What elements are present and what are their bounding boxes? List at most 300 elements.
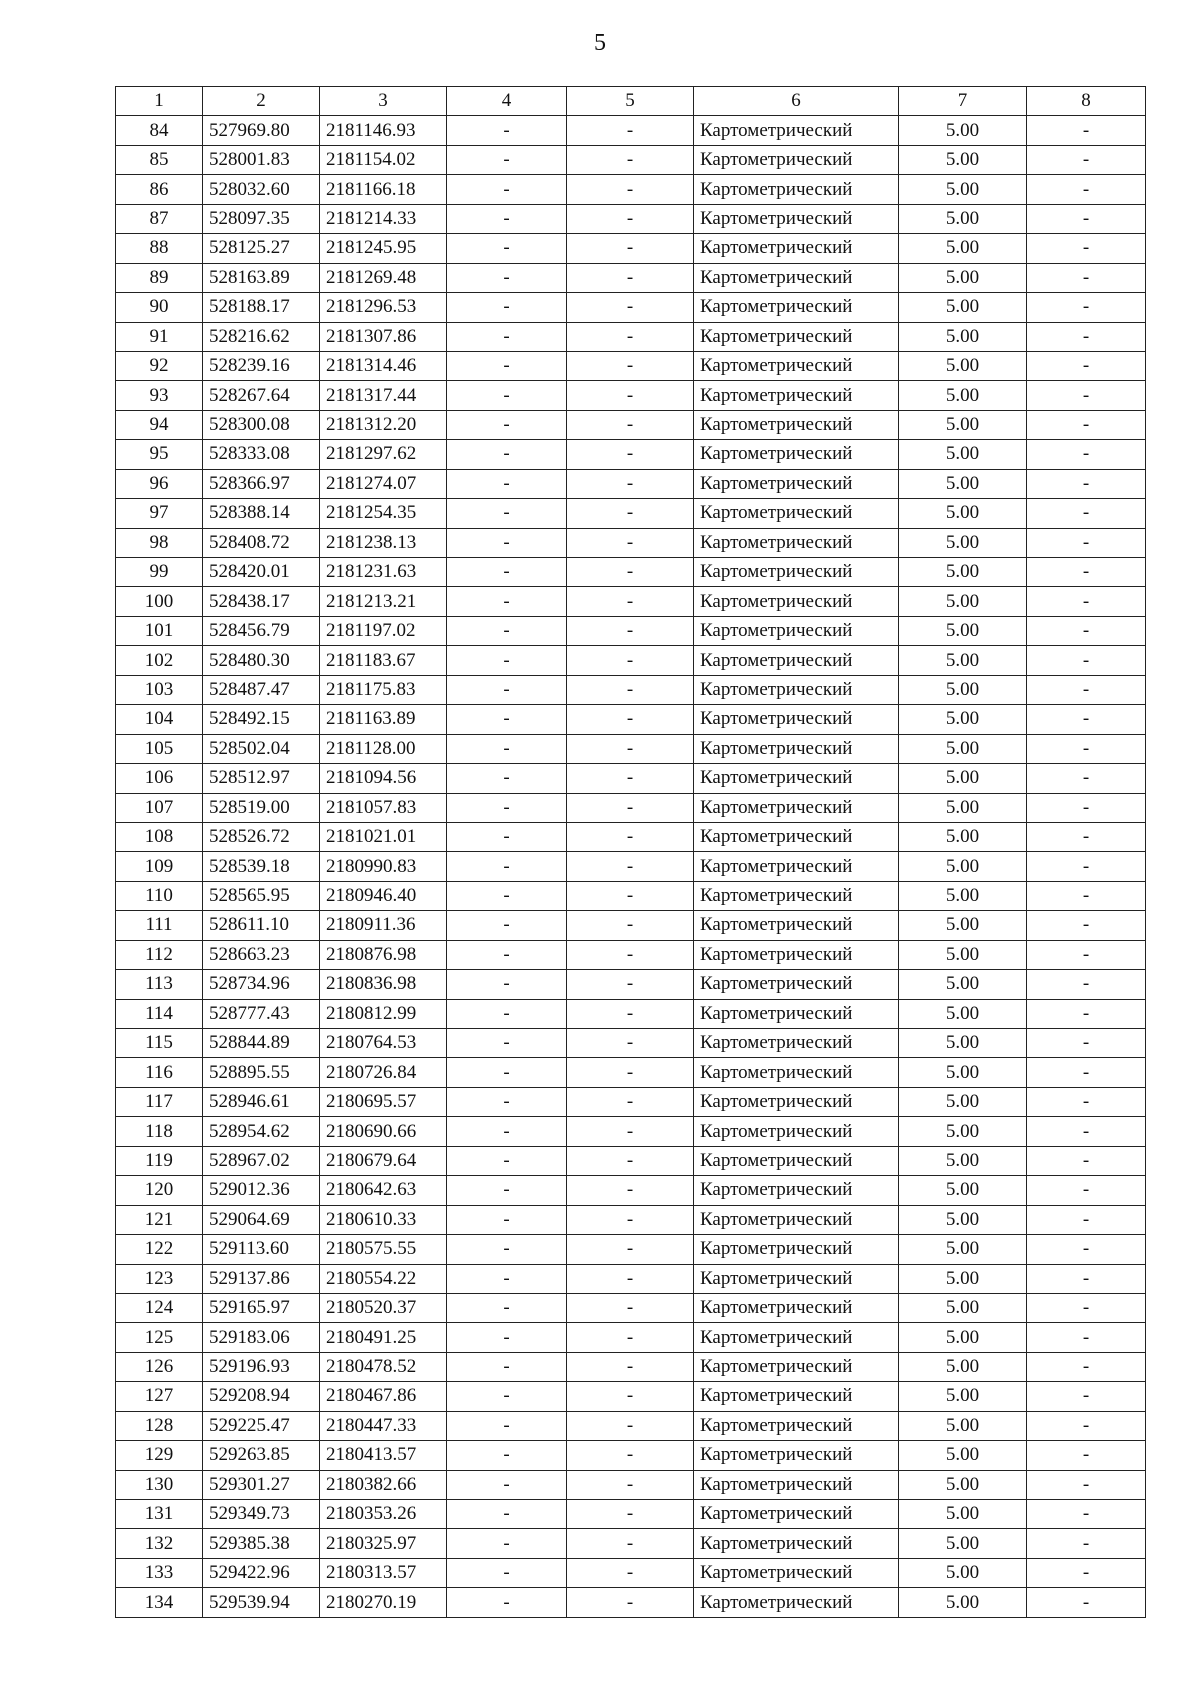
col4-cell: - xyxy=(447,263,567,292)
point-number-cell: 109 xyxy=(116,852,203,881)
method-cell: Картометрический xyxy=(694,528,899,557)
point-number-cell: 91 xyxy=(116,322,203,351)
accuracy-cell: 5.00 xyxy=(899,1205,1027,1234)
col8-cell: - xyxy=(1027,558,1146,587)
x-coordinate-cell: 528188.17 xyxy=(203,293,320,322)
table-row xyxy=(116,822,1146,851)
x-coordinate-cell: 529196.93 xyxy=(203,1352,320,1381)
col5-cell: - xyxy=(567,145,694,174)
point-number-cell: 104 xyxy=(116,705,203,734)
table-row xyxy=(116,1323,1146,1352)
x-coordinate-cell: 528216.62 xyxy=(203,322,320,351)
col5-cell: - xyxy=(567,1323,694,1352)
col8-cell: - xyxy=(1027,293,1146,322)
x-coordinate-cell: 528267.64 xyxy=(203,381,320,410)
table-row xyxy=(116,528,1146,557)
y-coordinate-cell: 2180695.57 xyxy=(320,1087,447,1116)
point-number-cell: 119 xyxy=(116,1146,203,1175)
y-coordinate-cell: 2180610.33 xyxy=(320,1205,447,1234)
col4-cell: - xyxy=(447,1264,567,1293)
col5-cell: - xyxy=(567,734,694,763)
col5-cell: - xyxy=(567,1058,694,1087)
col4-cell: - xyxy=(447,145,567,174)
x-coordinate-cell: 528163.89 xyxy=(203,263,320,292)
col5-cell: - xyxy=(567,1411,694,1440)
table-row xyxy=(116,940,1146,969)
accuracy-cell: 5.00 xyxy=(899,410,1027,439)
column-header: 3 xyxy=(320,87,447,116)
col4-cell: - xyxy=(447,1029,567,1058)
col4-cell: - xyxy=(447,940,567,969)
point-number-cell: 85 xyxy=(116,145,203,174)
point-number-cell: 110 xyxy=(116,881,203,910)
col5-cell: - xyxy=(567,675,694,704)
accuracy-cell: 5.00 xyxy=(899,881,1027,910)
col5-cell: - xyxy=(567,1352,694,1381)
method-cell: Картометрический xyxy=(694,1029,899,1058)
col8-cell: - xyxy=(1027,940,1146,969)
accuracy-cell: 5.00 xyxy=(899,705,1027,734)
x-coordinate-cell: 529539.94 xyxy=(203,1588,320,1617)
col5-cell: - xyxy=(567,1205,694,1234)
method-cell: Картометрический xyxy=(694,970,899,999)
y-coordinate-cell: 2181163.89 xyxy=(320,705,447,734)
method-cell: Картометрический xyxy=(694,1352,899,1381)
accuracy-cell: 5.00 xyxy=(899,999,1027,1028)
col5-cell: - xyxy=(567,911,694,940)
col8-cell: - xyxy=(1027,1558,1146,1587)
accuracy-cell: 5.00 xyxy=(899,499,1027,528)
accuracy-cell: 5.00 xyxy=(899,822,1027,851)
col4-cell: - xyxy=(447,764,567,793)
point-number-cell: 120 xyxy=(116,1176,203,1205)
method-cell: Картометрический xyxy=(694,204,899,233)
y-coordinate-cell: 2181183.67 xyxy=(320,646,447,675)
y-coordinate-cell: 2180679.64 xyxy=(320,1146,447,1175)
table-row xyxy=(116,175,1146,204)
accuracy-cell: 5.00 xyxy=(899,1293,1027,1322)
col5-cell: - xyxy=(567,263,694,292)
col8-cell: - xyxy=(1027,469,1146,498)
col5-cell: - xyxy=(567,1588,694,1617)
col8-cell: - xyxy=(1027,911,1146,940)
col4-cell: - xyxy=(447,1235,567,1264)
col4-cell: - xyxy=(447,469,567,498)
table-row xyxy=(116,1029,1146,1058)
col5-cell: - xyxy=(567,322,694,351)
method-cell: Картометрический xyxy=(694,440,899,469)
y-coordinate-cell: 2180413.57 xyxy=(320,1441,447,1470)
col4-cell: - xyxy=(447,1087,567,1116)
point-number-cell: 117 xyxy=(116,1087,203,1116)
table-row xyxy=(116,1382,1146,1411)
table-row xyxy=(116,911,1146,940)
accuracy-cell: 5.00 xyxy=(899,204,1027,233)
x-coordinate-cell: 528420.01 xyxy=(203,558,320,587)
table-row xyxy=(116,263,1146,292)
method-cell: Картометрический xyxy=(694,351,899,380)
y-coordinate-cell: 2180447.33 xyxy=(320,1411,447,1440)
point-number-cell: 122 xyxy=(116,1235,203,1264)
point-number-cell: 106 xyxy=(116,764,203,793)
column-header: 5 xyxy=(567,87,694,116)
x-coordinate-cell: 528388.14 xyxy=(203,499,320,528)
accuracy-cell: 5.00 xyxy=(899,440,1027,469)
y-coordinate-cell: 2180270.19 xyxy=(320,1588,447,1617)
x-coordinate-cell: 528611.10 xyxy=(203,911,320,940)
point-number-cell: 88 xyxy=(116,234,203,263)
accuracy-cell: 5.00 xyxy=(899,469,1027,498)
accuracy-cell: 5.00 xyxy=(899,1176,1027,1205)
point-number-cell: 84 xyxy=(116,116,203,145)
accuracy-cell: 5.00 xyxy=(899,1588,1027,1617)
col4-cell: - xyxy=(447,528,567,557)
accuracy-cell: 5.00 xyxy=(899,1382,1027,1411)
col4-cell: - xyxy=(447,410,567,439)
y-coordinate-cell: 2181269.48 xyxy=(320,263,447,292)
y-coordinate-cell: 2181213.21 xyxy=(320,587,447,616)
y-coordinate-cell: 2180911.36 xyxy=(320,911,447,940)
x-coordinate-cell: 528512.97 xyxy=(203,764,320,793)
y-coordinate-cell: 2180325.97 xyxy=(320,1529,447,1558)
col8-cell: - xyxy=(1027,705,1146,734)
accuracy-cell: 5.00 xyxy=(899,1411,1027,1440)
y-coordinate-cell: 2180575.55 xyxy=(320,1235,447,1264)
table-row xyxy=(116,1264,1146,1293)
y-coordinate-cell: 2181274.07 xyxy=(320,469,447,498)
y-coordinate-cell: 2181296.53 xyxy=(320,293,447,322)
col4-cell: - xyxy=(447,587,567,616)
col4-cell: - xyxy=(447,1293,567,1322)
col5-cell: - xyxy=(567,999,694,1028)
y-coordinate-cell: 2181245.95 xyxy=(320,234,447,263)
point-number-cell: 101 xyxy=(116,616,203,645)
accuracy-cell: 5.00 xyxy=(899,1352,1027,1381)
col5-cell: - xyxy=(567,646,694,675)
col8-cell: - xyxy=(1027,1146,1146,1175)
table-row xyxy=(116,145,1146,174)
accuracy-cell: 5.00 xyxy=(899,528,1027,557)
table-row xyxy=(116,675,1146,704)
col8-cell: - xyxy=(1027,1087,1146,1116)
accuracy-cell: 5.00 xyxy=(899,764,1027,793)
accuracy-cell: 5.00 xyxy=(899,852,1027,881)
accuracy-cell: 5.00 xyxy=(899,940,1027,969)
accuracy-cell: 5.00 xyxy=(899,381,1027,410)
col8-cell: - xyxy=(1027,1205,1146,1234)
table-row xyxy=(116,1411,1146,1440)
col4-cell: - xyxy=(447,116,567,145)
col8-cell: - xyxy=(1027,999,1146,1028)
table-row xyxy=(116,1235,1146,1264)
col4-cell: - xyxy=(447,558,567,587)
method-cell: Картометрический xyxy=(694,587,899,616)
accuracy-cell: 5.00 xyxy=(899,322,1027,351)
col5-cell: - xyxy=(567,440,694,469)
x-coordinate-cell: 528001.83 xyxy=(203,145,320,174)
x-coordinate-cell: 528480.30 xyxy=(203,646,320,675)
col5-cell: - xyxy=(567,1087,694,1116)
col5-cell: - xyxy=(567,793,694,822)
col4-cell: - xyxy=(447,1529,567,1558)
x-coordinate-cell: 529137.86 xyxy=(203,1264,320,1293)
coordinates-table xyxy=(115,86,1146,1618)
col4-cell: - xyxy=(447,1117,567,1146)
point-number-cell: 134 xyxy=(116,1588,203,1617)
col4-cell: - xyxy=(447,675,567,704)
x-coordinate-cell: 529113.60 xyxy=(203,1235,320,1264)
accuracy-cell: 5.00 xyxy=(899,1058,1027,1087)
y-coordinate-cell: 2181128.00 xyxy=(320,734,447,763)
y-coordinate-cell: 2180554.22 xyxy=(320,1264,447,1293)
method-cell: Картометрический xyxy=(694,1323,899,1352)
accuracy-cell: 5.00 xyxy=(899,1146,1027,1175)
point-number-cell: 132 xyxy=(116,1529,203,1558)
point-number-cell: 113 xyxy=(116,970,203,999)
y-coordinate-cell: 2181154.02 xyxy=(320,145,447,174)
accuracy-cell: 5.00 xyxy=(899,234,1027,263)
method-cell: Картометрический xyxy=(694,852,899,881)
table-row xyxy=(116,1205,1146,1234)
y-coordinate-cell: 2181231.63 xyxy=(320,558,447,587)
col4-cell: - xyxy=(447,822,567,851)
col4-cell: - xyxy=(447,881,567,910)
col5-cell: - xyxy=(567,881,694,910)
col8-cell: - xyxy=(1027,263,1146,292)
method-cell: Картометрический xyxy=(694,1264,899,1293)
x-coordinate-cell: 528502.04 xyxy=(203,734,320,763)
x-coordinate-cell: 529349.73 xyxy=(203,1500,320,1529)
column-header: 6 xyxy=(694,87,899,116)
method-cell: Картометрический xyxy=(694,1235,899,1264)
method-cell: Картометрический xyxy=(694,881,899,910)
point-number-cell: 125 xyxy=(116,1323,203,1352)
x-coordinate-cell: 529301.27 xyxy=(203,1470,320,1499)
point-number-cell: 116 xyxy=(116,1058,203,1087)
x-coordinate-cell: 527969.80 xyxy=(203,116,320,145)
point-number-cell: 94 xyxy=(116,410,203,439)
y-coordinate-cell: 2181307.86 xyxy=(320,322,447,351)
col4-cell: - xyxy=(447,646,567,675)
x-coordinate-cell: 528954.62 xyxy=(203,1117,320,1146)
x-coordinate-cell: 528333.08 xyxy=(203,440,320,469)
table-row xyxy=(116,322,1146,351)
accuracy-cell: 5.00 xyxy=(899,646,1027,675)
table-header xyxy=(116,87,1146,116)
col8-cell: - xyxy=(1027,764,1146,793)
col5-cell: - xyxy=(567,293,694,322)
col5-cell: - xyxy=(567,204,694,233)
method-cell: Картометрический xyxy=(694,734,899,763)
method-cell: Картометрический xyxy=(694,558,899,587)
col4-cell: - xyxy=(447,1470,567,1499)
col8-cell: - xyxy=(1027,1117,1146,1146)
point-number-cell: 98 xyxy=(116,528,203,557)
y-coordinate-cell: 2181175.83 xyxy=(320,675,447,704)
y-coordinate-cell: 2180812.99 xyxy=(320,999,447,1028)
method-cell: Картометрический xyxy=(694,1558,899,1587)
y-coordinate-cell: 2180467.86 xyxy=(320,1382,447,1411)
method-cell: Картометрический xyxy=(694,1529,899,1558)
col5-cell: - xyxy=(567,1558,694,1587)
col5-cell: - xyxy=(567,852,694,881)
col4-cell: - xyxy=(447,1441,567,1470)
x-coordinate-cell: 528777.43 xyxy=(203,999,320,1028)
y-coordinate-cell: 2181312.20 xyxy=(320,410,447,439)
column-header: 7 xyxy=(899,87,1027,116)
col5-cell: - xyxy=(567,410,694,439)
method-cell: Картометрический xyxy=(694,116,899,145)
method-cell: Картометрический xyxy=(694,1470,899,1499)
col8-cell: - xyxy=(1027,1176,1146,1205)
col5-cell: - xyxy=(567,1382,694,1411)
y-coordinate-cell: 2181021.01 xyxy=(320,822,447,851)
col8-cell: - xyxy=(1027,1323,1146,1352)
table-row xyxy=(116,293,1146,322)
y-coordinate-cell: 2180876.98 xyxy=(320,940,447,969)
method-cell: Картометрический xyxy=(694,764,899,793)
accuracy-cell: 5.00 xyxy=(899,1264,1027,1293)
table-row xyxy=(116,1588,1146,1617)
x-coordinate-cell: 528408.72 xyxy=(203,528,320,557)
point-number-cell: 86 xyxy=(116,175,203,204)
method-cell: Картометрический xyxy=(694,175,899,204)
col4-cell: - xyxy=(447,293,567,322)
col4-cell: - xyxy=(447,734,567,763)
col5-cell: - xyxy=(567,1500,694,1529)
accuracy-cell: 5.00 xyxy=(899,145,1027,174)
col8-cell: - xyxy=(1027,1588,1146,1617)
point-number-cell: 108 xyxy=(116,822,203,851)
table-row xyxy=(116,1146,1146,1175)
point-number-cell: 111 xyxy=(116,911,203,940)
table-row xyxy=(116,587,1146,616)
method-cell: Картометрический xyxy=(694,1205,899,1234)
x-coordinate-cell: 528097.35 xyxy=(203,204,320,233)
page-number: 5 xyxy=(594,30,606,56)
col5-cell: - xyxy=(567,234,694,263)
point-number-cell: 90 xyxy=(116,293,203,322)
table-row xyxy=(116,1087,1146,1116)
table-row xyxy=(116,234,1146,263)
method-cell: Картометрический xyxy=(694,1293,899,1322)
col4-cell: - xyxy=(447,999,567,1028)
point-number-cell: 128 xyxy=(116,1411,203,1440)
accuracy-cell: 5.00 xyxy=(899,558,1027,587)
x-coordinate-cell: 529225.47 xyxy=(203,1411,320,1440)
col8-cell: - xyxy=(1027,1352,1146,1381)
col8-cell: - xyxy=(1027,1470,1146,1499)
method-cell: Картометрический xyxy=(694,1382,899,1411)
col5-cell: - xyxy=(567,587,694,616)
col4-cell: - xyxy=(447,1176,567,1205)
x-coordinate-cell: 529208.94 xyxy=(203,1382,320,1411)
col4-cell: - xyxy=(447,1500,567,1529)
method-cell: Картометрический xyxy=(694,322,899,351)
point-number-cell: 107 xyxy=(116,793,203,822)
table-row xyxy=(116,410,1146,439)
point-number-cell: 100 xyxy=(116,587,203,616)
point-number-cell: 127 xyxy=(116,1382,203,1411)
accuracy-cell: 5.00 xyxy=(899,1441,1027,1470)
table-row xyxy=(116,1500,1146,1529)
col5-cell: - xyxy=(567,616,694,645)
x-coordinate-cell: 529064.69 xyxy=(203,1205,320,1234)
y-coordinate-cell: 2181214.33 xyxy=(320,204,447,233)
x-coordinate-cell: 528967.02 xyxy=(203,1146,320,1175)
method-cell: Картометрический xyxy=(694,1441,899,1470)
y-coordinate-cell: 2180520.37 xyxy=(320,1293,447,1322)
table-row xyxy=(116,1176,1146,1205)
col8-cell: - xyxy=(1027,970,1146,999)
table-row xyxy=(116,1352,1146,1381)
col8-cell: - xyxy=(1027,1264,1146,1293)
col8-cell: - xyxy=(1027,499,1146,528)
col8-cell: - xyxy=(1027,1293,1146,1322)
col5-cell: - xyxy=(567,1235,694,1264)
method-cell: Картометрический xyxy=(694,145,899,174)
accuracy-cell: 5.00 xyxy=(899,351,1027,380)
y-coordinate-cell: 2180946.40 xyxy=(320,881,447,910)
method-cell: Картометрический xyxy=(694,410,899,439)
point-number-cell: 89 xyxy=(116,263,203,292)
method-cell: Картометрический xyxy=(694,1500,899,1529)
col8-cell: - xyxy=(1027,116,1146,145)
col4-cell: - xyxy=(447,616,567,645)
y-coordinate-cell: 2181317.44 xyxy=(320,381,447,410)
table-row xyxy=(116,381,1146,410)
col5-cell: - xyxy=(567,499,694,528)
col8-cell: - xyxy=(1027,852,1146,881)
col4-cell: - xyxy=(447,705,567,734)
accuracy-cell: 5.00 xyxy=(899,1029,1027,1058)
table-row xyxy=(116,351,1146,380)
col4-cell: - xyxy=(447,1411,567,1440)
method-cell: Картометрический xyxy=(694,381,899,410)
x-coordinate-cell: 528032.60 xyxy=(203,175,320,204)
method-cell: Картометрический xyxy=(694,705,899,734)
col4-cell: - xyxy=(447,911,567,940)
table-row xyxy=(116,1058,1146,1087)
method-cell: Картометрический xyxy=(694,1146,899,1175)
point-number-cell: 131 xyxy=(116,1500,203,1529)
col8-cell: - xyxy=(1027,145,1146,174)
col5-cell: - xyxy=(567,528,694,557)
col8-cell: - xyxy=(1027,1382,1146,1411)
point-number-cell: 95 xyxy=(116,440,203,469)
x-coordinate-cell: 528663.23 xyxy=(203,940,320,969)
accuracy-cell: 5.00 xyxy=(899,263,1027,292)
table-row xyxy=(116,970,1146,999)
y-coordinate-cell: 2180836.98 xyxy=(320,970,447,999)
table-row xyxy=(116,1558,1146,1587)
col8-cell: - xyxy=(1027,175,1146,204)
accuracy-cell: 5.00 xyxy=(899,1529,1027,1558)
x-coordinate-cell: 529263.85 xyxy=(203,1441,320,1470)
col8-cell: - xyxy=(1027,381,1146,410)
col8-cell: - xyxy=(1027,322,1146,351)
method-cell: Картометрический xyxy=(694,616,899,645)
x-coordinate-cell: 528487.47 xyxy=(203,675,320,704)
x-coordinate-cell: 528895.55 xyxy=(203,1058,320,1087)
table-row xyxy=(116,1293,1146,1322)
method-cell: Картометрический xyxy=(694,1087,899,1116)
col4-cell: - xyxy=(447,381,567,410)
y-coordinate-cell: 2181238.13 xyxy=(320,528,447,557)
col5-cell: - xyxy=(567,1529,694,1558)
col5-cell: - xyxy=(567,469,694,498)
point-number-cell: 105 xyxy=(116,734,203,763)
